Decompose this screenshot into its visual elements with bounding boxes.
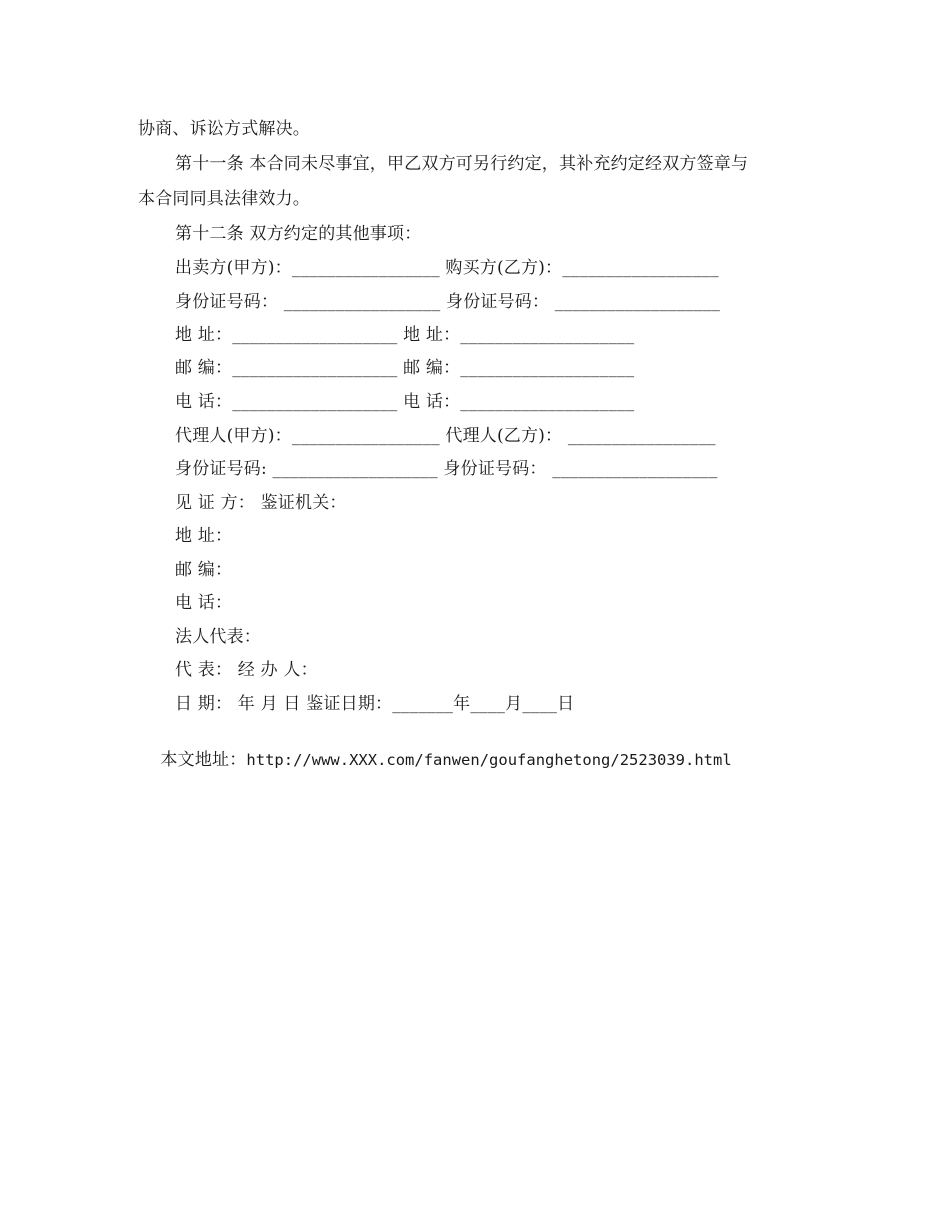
paragraph-continuation: 协商、诉讼方式解决。 [138, 119, 310, 139]
agent-line: 代理人(甲方)：_________________ 代理人(乙方)： _________________ [175, 426, 716, 446]
witness-line: 见 证 方： 鉴证机关： [175, 493, 347, 513]
postcode-line: 邮 编：___________________ 邮 编：____________________ [175, 358, 635, 378]
phone-line: 电 话：___________________ 电 话：____________________ [175, 392, 635, 412]
source-address-label: 本文地址： [160, 750, 247, 770]
source-url[interactable]: http://www.XXX.com/fanwen/goufanghetong/2523039.html [246, 751, 732, 769]
representative-line: 代 表： 经 办 人： [175, 660, 318, 680]
article-12-heading: 第十二条 双方约定的其他事项： [175, 224, 422, 244]
witness-address-line: 地 址： [175, 526, 233, 546]
address-line: 地 址：___________________ 地 址：____________________ [175, 325, 635, 345]
source-address-line [138, 727, 732, 793]
article-11-line-1: 第十一条 本合同未尽事宜，甲乙双方可另行约定，其补充约定经双方签章与 [175, 154, 749, 174]
agent-id-number-line: 身份证号码: ___________________ 身份证号码： ___________________ [175, 459, 718, 479]
date-line: 日 期： 年 月 日 鉴证日期：_______年____月____日 [175, 694, 575, 714]
legal-representative-line: 法人代表： [175, 627, 261, 647]
article-11-line-2: 本合同同具法律效力。 [138, 189, 310, 209]
witness-postcode-line: 邮 编： [175, 560, 233, 580]
witness-phone-line: 电 话： [175, 593, 233, 613]
seller-buyer-line: 出卖方(甲方)：_________________ 购买方(乙方)：__________________ [175, 258, 719, 278]
id-number-line: 身份证号码： __________________ 身份证号码： ___________________ [175, 292, 721, 312]
